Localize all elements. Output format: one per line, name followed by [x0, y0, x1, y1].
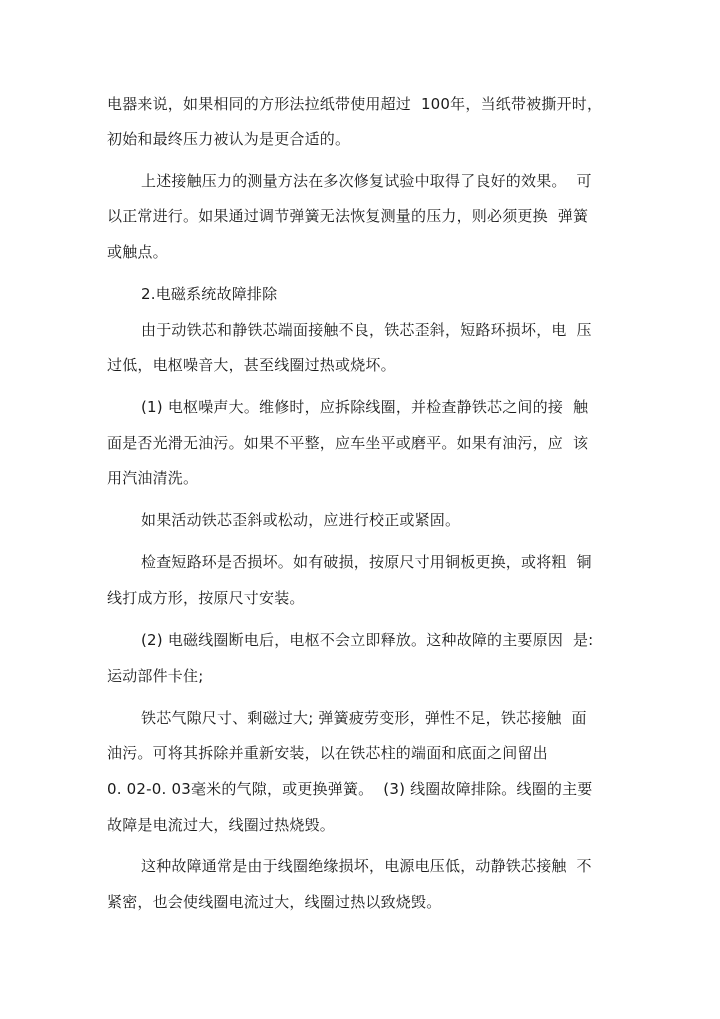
text-line: 油污。可将其拆除并重新安装，以在铁芯柱的端面和底面之间留出	[107, 744, 548, 762]
text-line: 用汽油清洗。	[107, 469, 199, 487]
text-line: 以正常进行。如果通过调节弹簧无法恢复测量的压力，则必须更换 弹簧	[107, 207, 589, 225]
text-line: (1) 电枢噪声大。维修时，应拆除线圈，并检查静铁芯之间的接 触	[141, 398, 589, 416]
text-line: 检查短路环是否损坏。如有破损，按原尺寸用铜板更换，或将粗 铜	[141, 553, 592, 571]
text-line: 线打成方形，按原尺寸安装。	[107, 589, 305, 607]
text-line: 故障是电流过大，线圈过热烧毁。	[107, 816, 336, 834]
text-line: (2) 电磁线圈断电后，电枢不会立即释放。这种故障的主要原因 是:	[141, 631, 594, 649]
text-line: 0. 02-0. 03毫米的气隙，或更换弹簧。 (3) 线圈故障排除。线圈的主要	[107, 780, 593, 798]
text-line: 铁芯气隙尺寸、剩磁过大; 弹簧疲劳变形，弹性不足，铁芯接触 面	[141, 709, 587, 727]
text-line: 如果活动铁芯歪斜或松动，应进行校正或紧固。	[141, 511, 461, 529]
text-line: 这种故障通常是由于线圈绝缘损坏，电源电压低，动静铁芯接触 不	[141, 857, 592, 875]
text-line: 由于动铁芯和静铁芯端面接触不良，铁芯歪斜，短路环损坏，电 压	[141, 321, 592, 339]
section-heading: 2.电磁系统故障排除	[141, 285, 278, 303]
text-line: 电器来说，如果相同的方形法拉纸带使用超过 100年，当纸带被撕开时，	[107, 95, 603, 113]
text-line: 面是否光滑无油污。如果不平整，应车坐平或磨平。如果有油污，应 该	[107, 434, 589, 452]
text-line: 初始和最终压力被认为是更合适的。	[107, 130, 351, 148]
text-line: 过低，电枢噪音大，甚至线圈过热或烧坏。	[107, 356, 396, 374]
text-line: 或触点。	[107, 243, 168, 261]
text-line: 上述接触压力的测量方法在多次修复试验中取得了良好的效果。 可	[141, 172, 592, 190]
text-line: 紧密，也会使线圈电流过大，线圈过热以致烧毁。	[107, 893, 442, 911]
text-line: 运动部件卡住;	[107, 667, 204, 685]
